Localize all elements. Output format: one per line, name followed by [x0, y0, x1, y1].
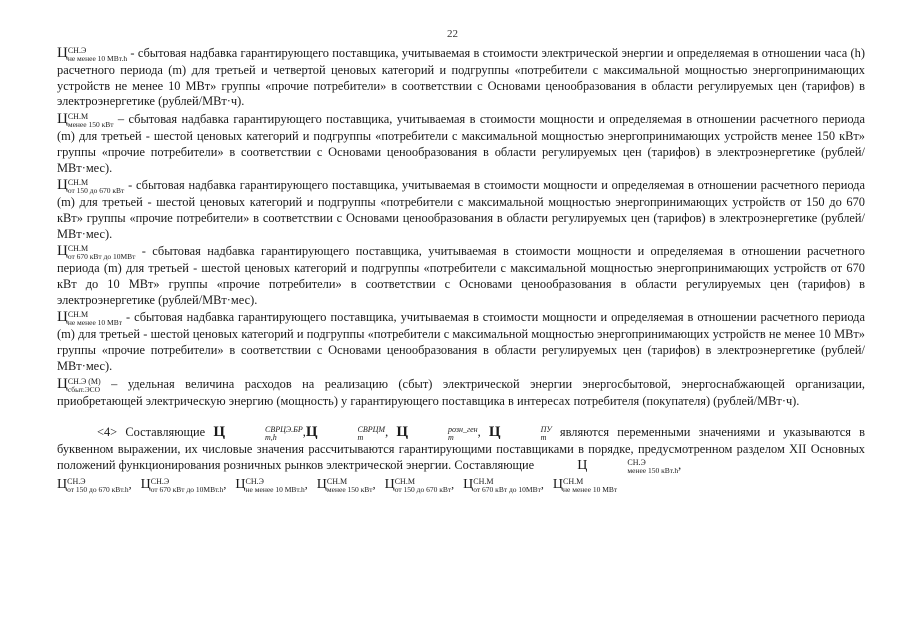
formula-symbol: Ц СН.М от 150 до 670 кВт — [57, 177, 125, 196]
definition-text: - сбытовая надбавка гарантирующего поставщика, учитываемая в стоимости мощности и определяемая в отношении расчетного периода (m) для третьей - шестой ценовых категорий и подгруппы «потребители с максимальной мощностью энергопринимающих устройств от 150 до 670 кВт» группы «прочие потребители» в соответствии с Основами ценообразования в области регулируемых цен (тарифов) в электроэнергетике (рублей/МВт·мес). — [57, 178, 865, 241]
formula-symbol: Ц СВРЦМ m — [305, 424, 386, 443]
formula-symbol: Ц розн_ген m — [396, 424, 478, 443]
definition-paragraph — [57, 112, 865, 176]
definition-text: - сбытовая надбавка гарантирующего поставщика, учитываемая в стоимости мощности и определяемая в отношении расчетного периода (m) для третьей - шестой ценовых категорий и подгруппы «потребители с максимальной мощностью энергопринимающих устройств от 670 кВт до 10 МВт» группы «прочие потребители» в соответствии с Основами ценообразования в области регулируемых цен (тарифов) в электроэнергетике (рублей/МВт·мес). — [57, 244, 865, 307]
footnote-paragraph: <4> Составляющие Ц СВРЦЭ.БР m,h ,Ц СВРЦМ m , Ц розн_ген m , Ц ПУ m являются переменными значениями и указываются в буквенном выражении, их числовые значения рассчитываются гарантирующими поставщиками в порядке, предусмотренном разделом XII Основных положений функционирования розничных рынков электрической энергии. Составляющие Ц СН.Э менее 150 кВт.h , — [57, 424, 866, 475]
formula-symbol: Ц СН.М от 670 кВт до 10МВт — [57, 243, 136, 262]
definition-text: – сбытовая надбавка гарантирующего поставщика, учитываемая в стоимости мощности и определяемая в отношении расчетного периода (m) для третьей - шестой ценовых категорий и подгруппы «потребители с максимальной мощностью энергопринимающих устройств менее 150 кВт» группы «прочие потребители» в соответствии с Основами ценообразования в области регулируемых цен (тарифов) в электроэнергетике (рублей/МВт·мес). — [57, 112, 865, 175]
page-number: 22 — [447, 28, 458, 40]
formula-symbol: Ц СН.М менее 150 кВт — [57, 111, 114, 130]
formula-symbol: Ц СН.Э от 670 кВт до 10МВт.h , — [140, 476, 227, 494]
formula-symbol: Ц СН.М не менее 10 МВт — [552, 476, 618, 494]
definition-paragraph — [57, 244, 865, 308]
formula-symbol: Ц СН.М от 150 до 670 кВт , — [384, 476, 455, 494]
definition-text: - сбытовая надбавка гарантирующего поставщика, учитываемая в стоимости мощности и определяемая в отношении расчетного периода (m) для третьей - шестой ценовых категорий и подгруппы «потребители с максимальной мощностью энергопринимающих устройств не менее 10 МВт» группы «прочие потребители» в соответствии с Основами ценообразования в области регулируемых цен (тарифов) в электроэнергетике (рублей/МВт·мес). — [57, 310, 865, 373]
formula-symbol: Ц СН.Э не менее 10 МВт.h — [57, 45, 128, 63]
formula-symbol: Ц СН.Э от 150 до 670 кВт.h , — [57, 476, 132, 494]
formula-symbol: Ц СН.М менее 150 кВт , — [316, 476, 376, 494]
formula-symbol: Ц ПУ m — [488, 424, 552, 443]
definition-paragraph — [57, 377, 865, 410]
definition-paragraph — [57, 46, 865, 110]
formula-symbol: Ц СН.Э менее 150 кВт.h — [577, 457, 679, 475]
definition-text: – удельная величина расходов на реализацию (сбыт) электрической энергии энергосбытовой, энергоснабжающей организации, приобретающей электрическую энергию (мощность) у гарантирующего поставщика в интересах потребителя (покупателя) (рублей/МВт·ч). — [57, 376, 865, 408]
definition-paragraph — [57, 178, 865, 242]
symbol-list-line — [57, 477, 865, 494]
document-body — [57, 46, 865, 494]
formula-symbol: Ц СВРЦЭ.БР m,h — [213, 424, 303, 443]
formula-symbol: Ц СН.М не менее 10 МВт — [57, 309, 123, 328]
definition-paragraph — [57, 310, 865, 374]
footnote-prefix: <4> Составляющие — [97, 425, 214, 440]
formula-symbol: Ц СН.М от 670 кВт до 10МВт , — [463, 476, 544, 494]
formula-symbol: Ц СН.Э не менее 10 МВт.h , — [235, 476, 308, 494]
formula-symbol: Ц СН.Э (М) сбыт.ЭСО — [57, 375, 101, 394]
footnote-text: являются переменными значениями и указываются в буквенном выражении, их числовые значения рассчитываются гарантирующими поставщиками в порядке, предусмотренном разделом XII Основных положений функционирования розничных рынков электрической энергии. Составляющие — [57, 425, 866, 472]
definition-text: - сбытовая надбавка гарантирующего поставщика, учитываемая в стоимости электрической энергии и определяемая в отношении часа (h) расчетного периода (m) для третьей и четвертой ценовых категорий и подгруппы «потребители с максимальной мощностью энергопринимающих устройств не менее 10 МВт» группы «прочие потребители» в соответствии с Основами ценообразования в области регулируемых цен (тарифов) в электроэнергетике (рублей/МВт·ч). — [57, 46, 865, 109]
